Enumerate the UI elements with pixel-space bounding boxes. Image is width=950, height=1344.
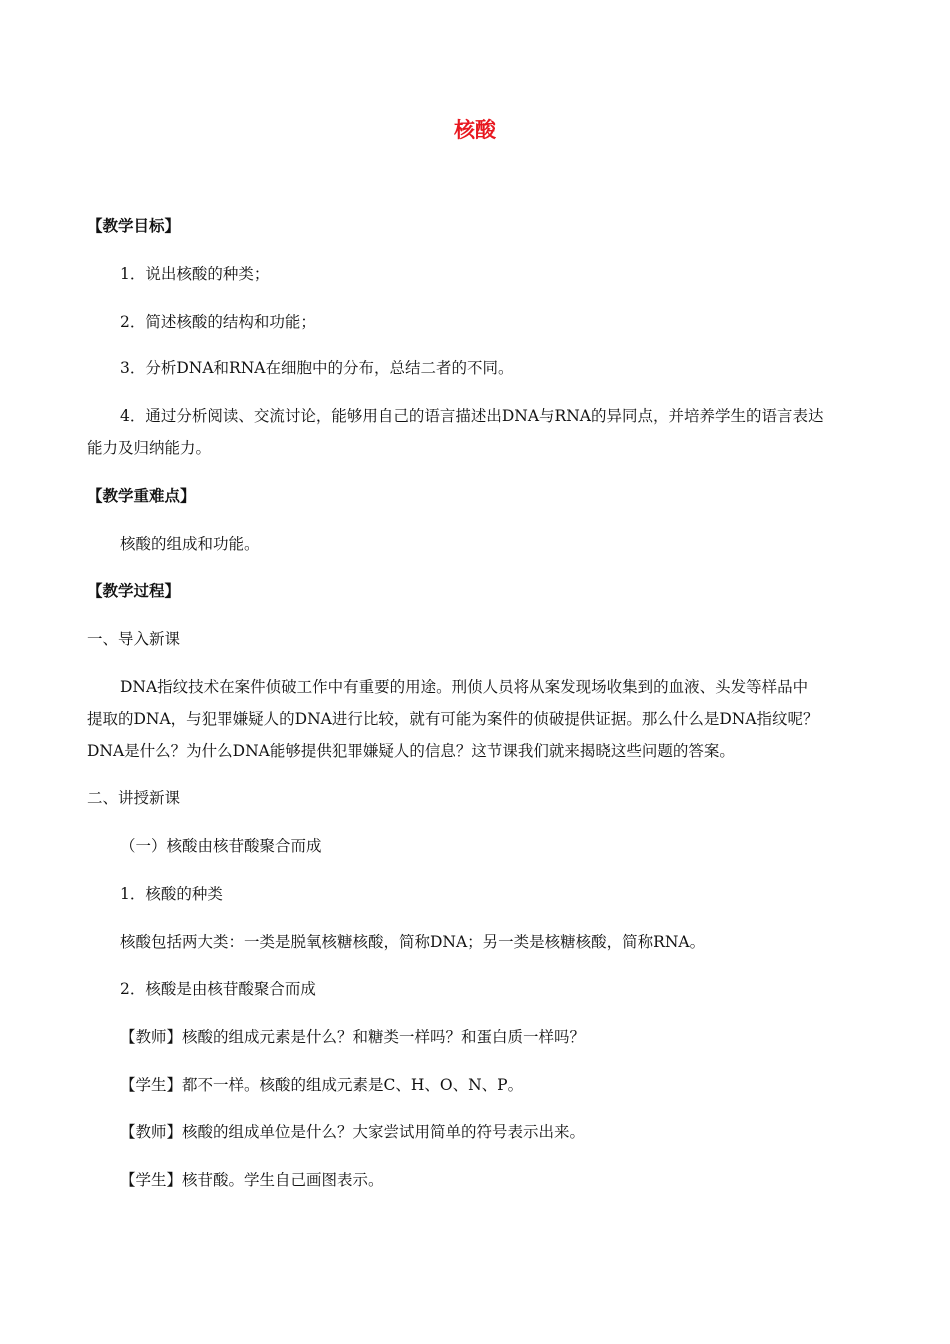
key-points-heading: 【教学重难点】 (87, 487, 196, 505)
page-title: 核酸 (454, 118, 496, 142)
objective-item: 1．说出核酸的种类； (120, 265, 270, 283)
item-text: 核酸包括两大类：一类是脱氧核糖核酸，简称DNA；另一类是核糖核酸，简称RNA。 (120, 933, 706, 951)
subsection-heading: （一）核酸由核苷酸聚合而成 (120, 837, 322, 855)
objective-item-continued: 能力及归纳能力。 (87, 439, 212, 457)
intro-paragraph-line: 提取的DNA，与犯罪嫌疑人的DNA进行比较，就有可能为案件的侦破提供证据。那么什么是DNA指纹呢？ (87, 710, 819, 728)
key-points-text: 核酸的组成和功能。 (120, 535, 260, 553)
intro-paragraph-line: DNA指纹技术在案件侦破工作中有重要的用途。刑侦人员将从案发现场收集到的血液、头发等样品中 (120, 678, 809, 696)
objective-item: 2．简述核酸的结构和功能； (120, 313, 316, 331)
dialog-line: 【学生】核苷酸。学生自己画图表示。 (120, 1171, 384, 1189)
item-heading: 1．核酸的种类 (120, 885, 223, 903)
intro-paragraph-line: DNA是什么？为什么DNA能够提供犯罪嫌疑人的信息？这节课我们就来揭晓这些问题的答案。 (87, 742, 735, 760)
objective-item: 4．通过分析阅读、交流讨论，能够用自己的语言描述出DNA与RNA的异同点，并培养学生的语言表达 (120, 407, 824, 425)
process-heading: 【教学过程】 (87, 582, 181, 600)
dialog-line: 【学生】都不一样。核酸的组成元素是C、H、O、N、P。 (120, 1076, 524, 1094)
part1-heading: 一、导入新课 (87, 630, 181, 648)
objective-item: 3．分析DNA和RNA在细胞中的分布，总结二者的不同。 (120, 359, 514, 377)
part2-heading: 二、讲授新课 (87, 789, 181, 807)
dialog-line: 【教师】核酸的组成单位是什么？大家尝试用简单的符号表示出来。 (120, 1123, 586, 1141)
objectives-heading: 【教学目标】 (87, 217, 181, 235)
dialog-line: 【教师】核酸的组成元素是什么？和糖类一样吗？和蛋白质一样吗？ (120, 1028, 586, 1046)
item-heading: 2．核酸是由核苷酸聚合而成 (120, 980, 316, 998)
